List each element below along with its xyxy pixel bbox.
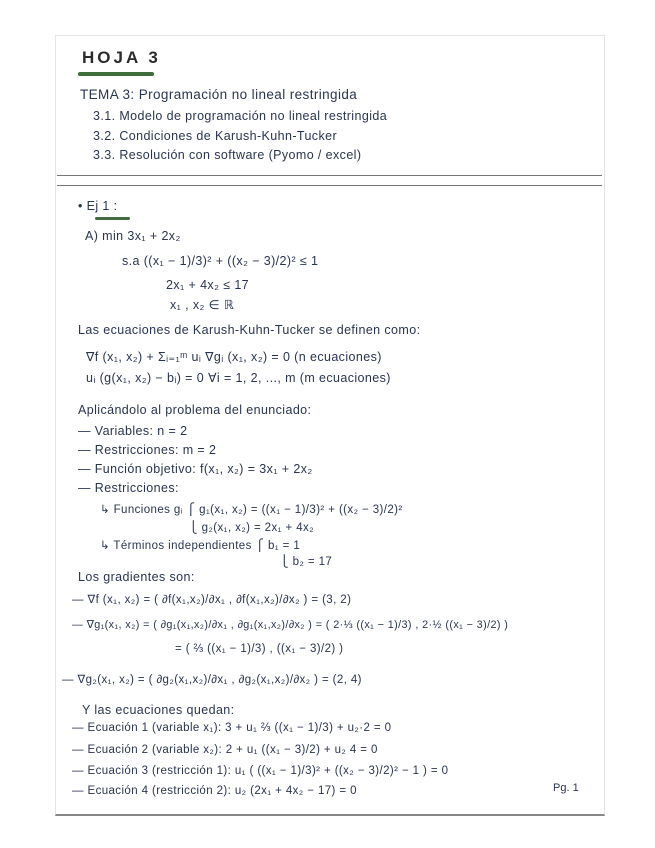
topic-heading: TEMA 3: Programación no lineal restringida	[80, 87, 358, 102]
subtopic: 3.3. Resolución con software (Pyomo / excel)	[93, 148, 362, 162]
equation-line: — Ecuación 3 (restricción 1): u₁ ( ((x₁ − 1)/3)² + ((x₂ − 3)/2)² − 1 ) = 0	[72, 765, 449, 777]
problem-line: s.a ((x₁ − 1)/3)² + ((x₂ − 3)/2)² ≤ 1	[122, 254, 319, 268]
exercise-label: • Ej 1 :	[78, 199, 118, 213]
divider	[57, 185, 602, 186]
gradient-line: — ∇f (x₁, x₂) = ( ∂f(x₁,x₂)/∂x₁ , ∂f(x₁,x₂)/∂x₂ ) = (3, 2)	[72, 594, 352, 606]
page-title: HOJA 3	[82, 48, 161, 67]
problem-line: x₁ , x₂ ∈ ℝ	[170, 298, 235, 312]
apply-item: — Variables: n = 2	[78, 424, 188, 438]
apply-item: — Función objetivo: f(x₁, x₂) = 3x₁ + 2x₂	[78, 462, 313, 476]
gradient-line: = ( ⅔ ((x₁ − 1)/3) , ((x₁ − 3)/2) )	[175, 643, 344, 655]
equation-line: — Ecuación 4 (restricción 2): u₂ (2x₁ + 4x₂ − 17) = 0	[72, 785, 357, 797]
apply-item: — Restricciones: m = 2	[78, 443, 217, 457]
apply-item: ⎩ b₂ = 17	[280, 556, 333, 568]
subtopic: 3.2. Condiciones de Karush-Kuhn-Tucker	[93, 129, 338, 143]
kkt-intro: Las ecuaciones de Karush-Kuhn-Tucker se definen como:	[78, 323, 421, 337]
apply-item: ↳ Funciones gᵢ ⎧ g₁(x₁, x₂) = ((x₁ − 1)/3)² + ((x₂ − 3)/2)²	[100, 504, 403, 516]
equation-line: — Ecuación 1 (variable x₁): 3 + u₁ ⅔ ((x₁ − 1)/3) + u₂·2 = 0	[72, 722, 392, 734]
gradient-line: — ∇g₂(x₁, x₂) = ( ∂g₂(x₁,x₂)/∂x₁ , ∂g₂(x₁,x₂)/∂x₂ ) = (2, 4)	[62, 674, 362, 686]
exercise-underline	[95, 217, 130, 220]
kkt-equation: ∇f (x₁, x₂) + Σᵢ₌₁ᵐ uᵢ ∇gᵢ (x₁, x₂) = 0 (n ecuaciones)	[86, 350, 382, 364]
gradient-line: — ∇g₁(x₁, x₂) = ( ∂g₁(x₁,x₂)/∂x₁ , ∂g₁(x₁,x₂)/∂x₂ ) = ( 2·⅓ ((x₁ − 1)/3) , 2·½ ((x₁ − 3)/2) )	[72, 619, 509, 631]
title-underline	[78, 72, 154, 76]
kkt-equation: uᵢ (g(x₁, x₂) − bᵢ) = 0 ∀i = 1, 2, ..., m (m ecuaciones)	[86, 371, 391, 385]
divider	[57, 175, 602, 176]
problem-line: A) min 3x₁ + 2x₂	[85, 229, 181, 243]
gradients-intro: Los gradientes son:	[78, 570, 195, 584]
subtopic: 3.1. Modelo de programación no lineal restringida	[93, 109, 388, 123]
page-number: Pg. 1	[553, 782, 579, 794]
equation-line: — Ecuación 2 (variable x₂): 2 + u₁ ((x₁ − 3)/2) + u₂ 4 = 0	[72, 744, 378, 756]
apply-item: ⎩ g₂(x₁, x₂) = 2x₁ + 4x₂	[189, 522, 315, 534]
apply-intro: Aplicándolo al problema del enunciado:	[78, 403, 312, 417]
equations-intro: Y las ecuaciones quedan:	[82, 703, 235, 717]
apply-item: — Restricciones:	[78, 481, 179, 495]
problem-line: 2x₁ + 4x₂ ≤ 17	[166, 278, 250, 292]
apply-item: ↳ Términos independientes ⎧ b₁ = 1	[100, 540, 301, 552]
